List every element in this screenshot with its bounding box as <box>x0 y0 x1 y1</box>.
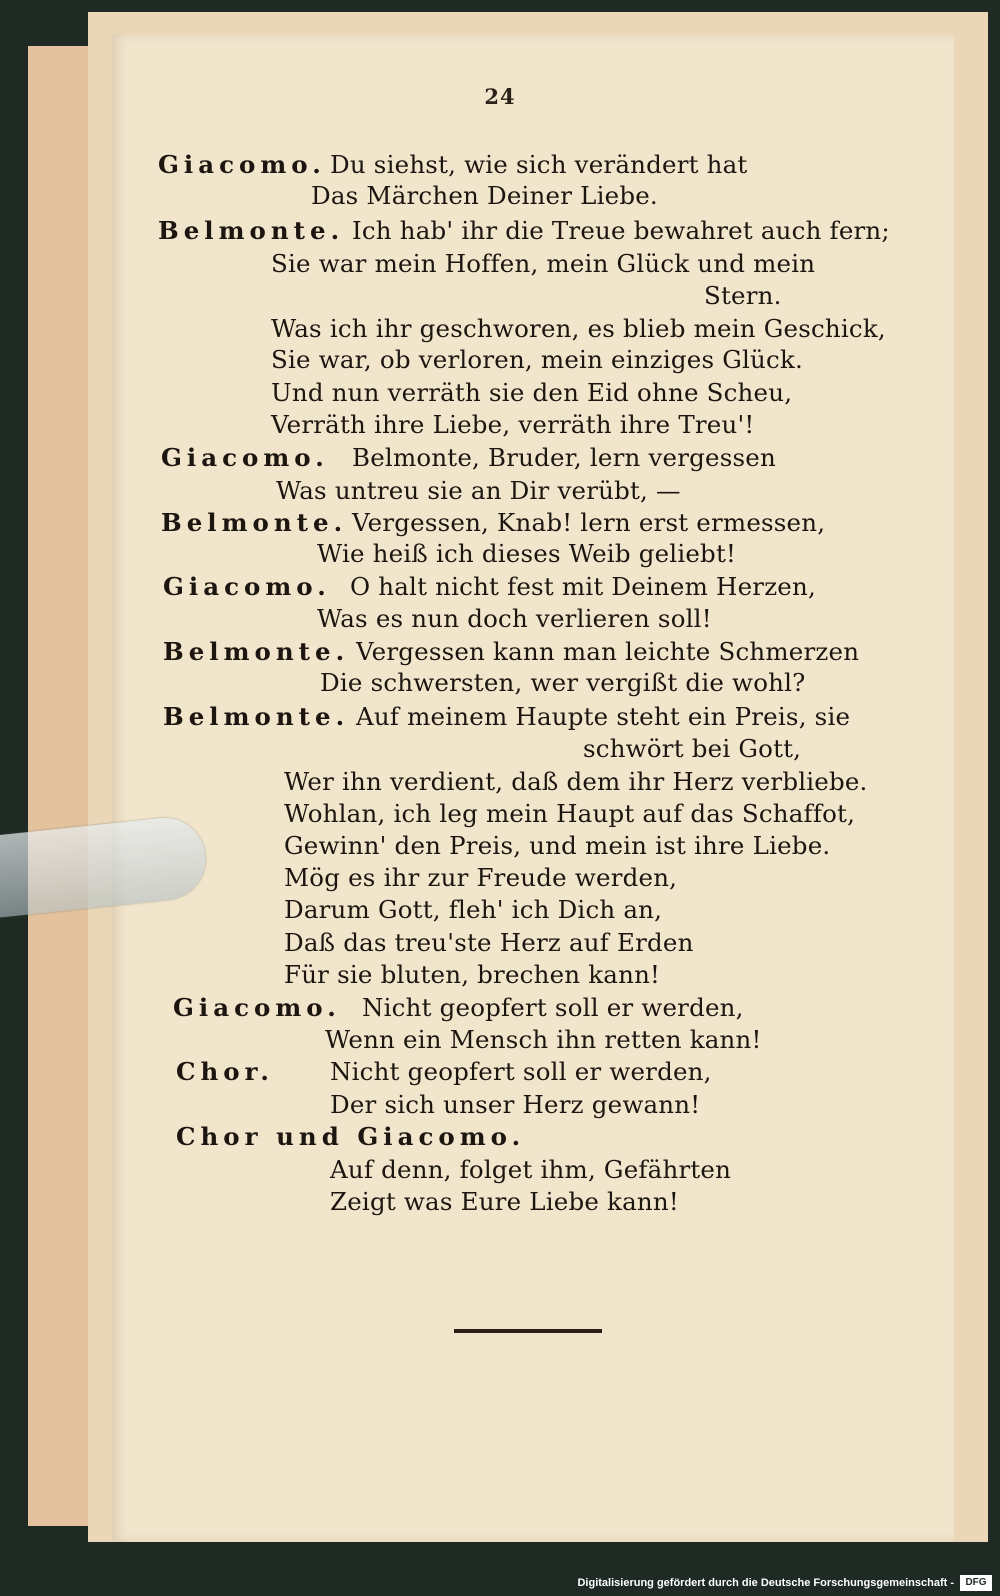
verse-line: Verräth ihre Liebe, verräth ihre Treu'! <box>271 410 755 439</box>
verse-line: Wie heiß ich dieses Weib geliebt! <box>317 539 737 568</box>
verse-line: Vergessen, Knab! lern erst ermessen, <box>352 508 826 537</box>
speaker-chor: Chor. <box>176 1057 274 1086</box>
verse-line: Zeigt was Eure Liebe kann! <box>330 1187 679 1216</box>
speaker-giacomo: Giacomo. <box>163 572 331 601</box>
verse-line: Wenn ein Mensch ihn retten kann! <box>325 1025 762 1054</box>
speaker-belmonte: Belmonte. <box>161 508 348 537</box>
verse-line: O halt nicht fest mit Deinem Herzen, <box>350 572 816 601</box>
verse-line: Was untreu sie an Dir verübt, — <box>276 476 681 505</box>
speaker-giacomo: Giacomo. <box>158 150 326 179</box>
verse-line: Und nun verräth sie den Eid ohne Scheu, <box>271 378 793 407</box>
end-rule <box>454 1329 602 1333</box>
verse-line: Vergessen kann man leichte Schmerzen <box>356 637 860 666</box>
verse-line: Wer ihn verdient, daß dem ihr Herz verbliebe. <box>284 767 868 796</box>
verse-line: Nicht geopfert soll er werden, <box>362 993 744 1022</box>
verse-line: Sie war, ob verloren, mein einziges Glück. <box>271 345 803 374</box>
speaker-giacomo: Giacomo. <box>173 993 341 1022</box>
verse-line: Wohlan, ich leg mein Haupt auf das Schaffot, <box>284 799 856 828</box>
speaker-giacomo: Giacomo. <box>161 443 329 472</box>
speaker-chor-und-giacomo: Chor und Giacomo. <box>176 1122 526 1151</box>
verse-line: Für sie bluten, brechen kann! <box>284 960 661 989</box>
verse-line: Daß das treu'ste Herz auf Erden <box>284 928 694 957</box>
verse-line: Die schwersten, wer vergißt die wohl? <box>320 668 806 697</box>
verse-line: Was es nun doch verlieren soll! <box>317 604 712 633</box>
verse-line: Mög es ihr zur Freude werden, <box>284 863 678 892</box>
verse-line: Auf denn, folget ihm, Gefährten <box>330 1155 732 1184</box>
dfg-logo: DFG <box>960 1575 992 1591</box>
verse-line: Das Märchen Deiner Liebe. <box>311 181 658 210</box>
speaker-belmonte: Belmonte. <box>158 216 345 245</box>
verse-line: Auf meinem Haupte steht ein Preis, sie <box>356 702 851 731</box>
verse-line: Der sich unser Herz gewann! <box>330 1090 701 1119</box>
verse-line: Du siehst, wie sich verändert hat <box>330 150 748 179</box>
verse-line: Stern. <box>704 281 782 310</box>
verse-line: Belmonte, Bruder, lern vergessen <box>352 443 776 472</box>
verse-line: Nicht geopfert soll er werden, <box>330 1057 712 1086</box>
verse-line: Darum Gott, fleh' ich Dich an, <box>284 895 663 924</box>
verse-line: Sie war mein Hoffen, mein Glück und mein <box>271 249 816 278</box>
verse-line: Ich hab' ihr die Treue bewahret auch fern; <box>352 216 890 245</box>
speaker-belmonte: Belmonte. <box>163 637 350 666</box>
speaker-belmonte: Belmonte. <box>163 702 350 731</box>
verse-line: schwört bei Gott, <box>583 734 802 763</box>
verse-line: Gewinn' den Preis, und mein ist ihre Liebe. <box>284 831 831 860</box>
digitization-credit: Digitalisierung gefördert durch die Deutsche Forschungsgemeinschaft - <box>577 1577 954 1589</box>
verse-line: Was ich ihr geschworen, es blieb mein Geschick, <box>271 314 886 343</box>
page-number: 24 <box>484 84 516 109</box>
